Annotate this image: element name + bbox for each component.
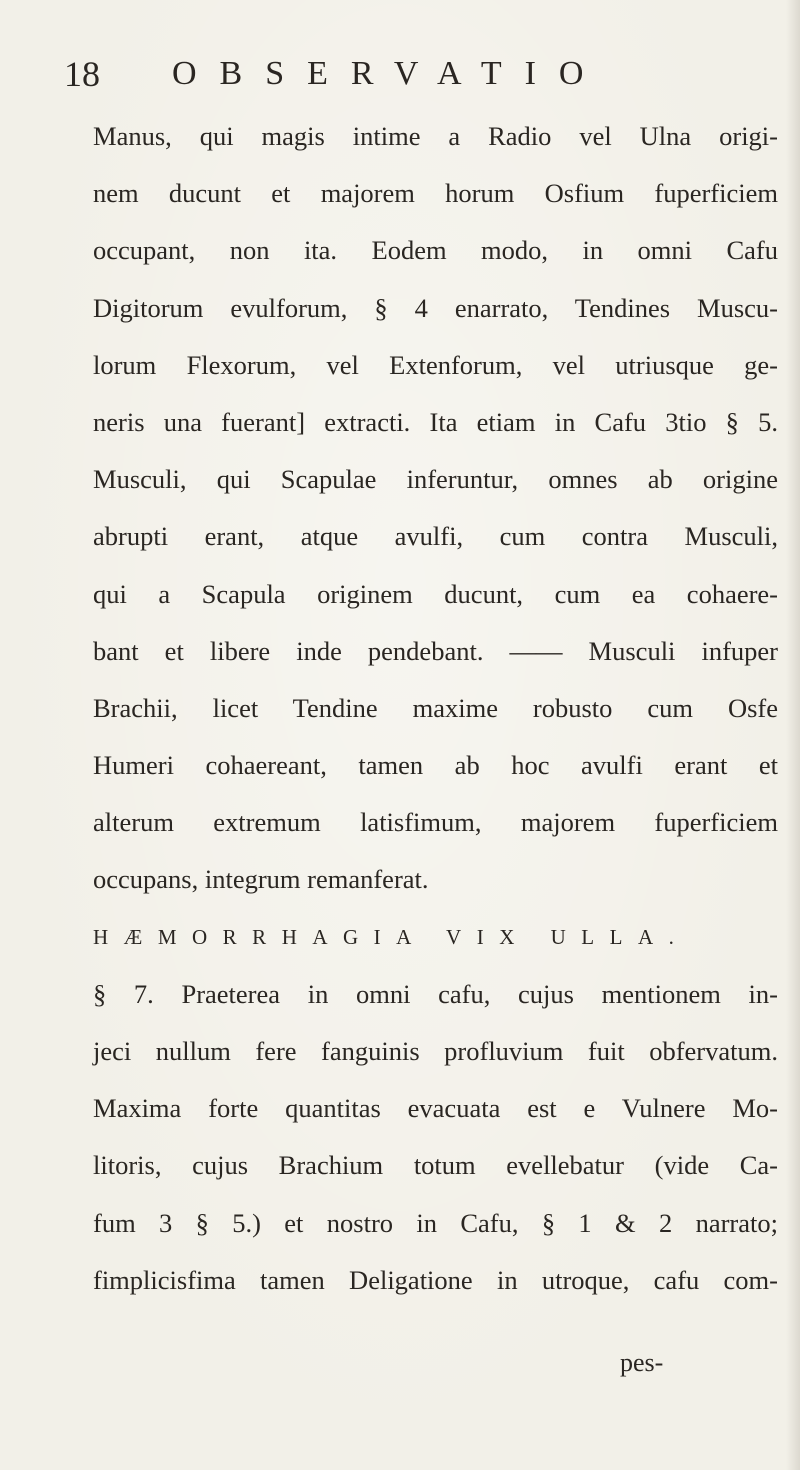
text-line: occupant, non ita. Eodem modo, in omni Cafu (93, 235, 778, 266)
text-line: nem ducunt et majorem horum Osfium fuperficiem (93, 178, 778, 209)
text-line: neris una fuerant] extracti. Ita etiam in Cafu 3tio § 5. (93, 406, 778, 437)
section-heading: HÆMORRHAGIA VIX ULLA. (93, 924, 690, 949)
text-line: jeci nullum fere fanguinis profluvium fuit obfervatum. (93, 1036, 778, 1066)
catchword: pes- (620, 1348, 664, 1377)
text-line: § 7. Praeterea in omni cafu, cujus mentionem in- (93, 978, 778, 1009)
text-line: lorum Flexorum, vel Extenforum, vel utriusque ge- (93, 349, 778, 380)
text-line: abrupti erant, atque avulfi, cum contra Musculi, (93, 521, 778, 552)
text-line: Manus, qui magis intime a Radio vel Ulna origi- (93, 121, 778, 151)
page-number: 18 (64, 54, 100, 94)
running-head: OBSERVATIO (172, 55, 607, 92)
body-text (93, 108, 778, 1309)
text-line: Humeri cohaereant, tamen ab hoc avulfi erant et (93, 750, 778, 781)
text-line: Musculi, qui Scapulae inferuntur, omnes ab origine (93, 464, 778, 495)
text-line: Digitorum evulforum, § 4 enarrato, Tendines Muscu- (93, 292, 778, 323)
text-line: occupans, integrum remanferat. (93, 864, 429, 895)
text-line: fum 3 § 5.) et nostro in Cafu, § 1 & 2 narrato; (93, 1207, 778, 1238)
text-line: litoris, cujus Brachium totum evellebatur (vide Ca- (93, 1150, 778, 1181)
text-line: Maxima forte quantitas evacuata est e Vulnere Mo- (93, 1093, 778, 1124)
text-line: qui a Scapula originem ducunt, cum ea cohaere- (93, 578, 778, 609)
text-line: fimplicisfima tamen Deligatione in utroque, cafu com- (93, 1264, 778, 1295)
page-header (64, 48, 684, 108)
text-line: alterum extremum latisfimum, majorem fuperficiem (93, 807, 778, 838)
page-edge-shadow (786, 0, 800, 1470)
text-line: bant et libere inde pendebant. —— Musculi infuper (93, 635, 778, 666)
text-line: Brachii, licet Tendine maxime robusto cum Osfe (93, 692, 778, 723)
